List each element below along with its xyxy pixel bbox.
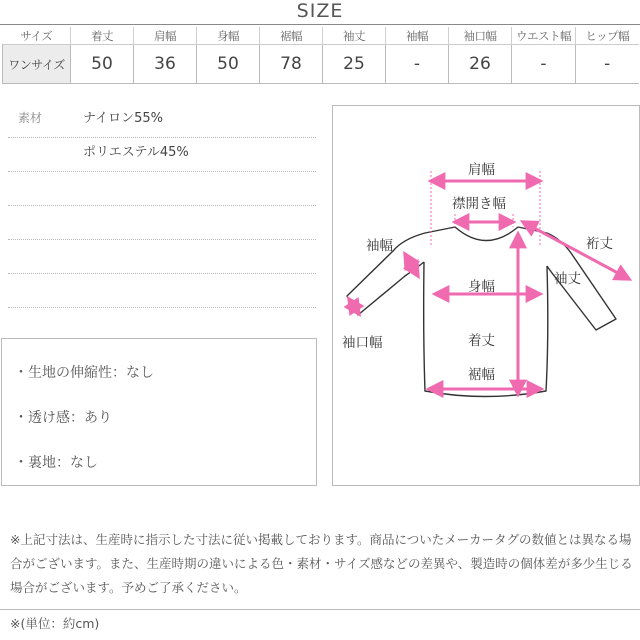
header-hip-width: ヒップ幅 <box>576 27 639 45</box>
property-lining: ・裏地：なし <box>14 455 98 471</box>
measurement-diagram <box>332 105 640 486</box>
size-table-header-row <box>3 27 639 45</box>
header-sleeve-width: 袖幅 <box>386 27 449 45</box>
material-row-3 <box>8 171 316 206</box>
row-size-name: ワンサイズ <box>3 45 71 84</box>
header-shoulder-width: 肩幅 <box>134 27 197 45</box>
size-table-row <box>3 45 639 84</box>
header-sleeve-length: 袖丈 <box>323 27 386 45</box>
cell-body-width: 50 <box>197 45 260 84</box>
material-row-4 <box>8 205 316 240</box>
property-sheerness: ・透け感：あり <box>14 410 112 426</box>
label-yuki: 裄丈 <box>586 236 613 252</box>
unit-divider <box>0 609 640 610</box>
material-value-2: ポリエステル45% <box>83 145 189 160</box>
cell-sleeve-length: 25 <box>323 45 386 84</box>
disclaimer-notes: ※上記寸法は、生産時に指示した寸法に従い掲載しております。商品についたメーカータグの数値とは異なる場合がございます。また、生産時期の違いによる色・素材・サイズ感などの差異や、製造時の個体差が多少生じる場合がございます。予めご了承ください。 <box>10 532 633 595</box>
label-body-width: 身幅 <box>468 279 495 295</box>
header-waist-width: ウエスト幅 <box>512 27 576 45</box>
material-row-1 <box>8 103 316 138</box>
header-size: サイズ <box>20 28 53 43</box>
cell-length: 50 <box>71 45 134 84</box>
header-cuff-width: 袖口幅 <box>449 27 512 45</box>
label-length: 着丈 <box>468 333 495 349</box>
label-cuff-width: 袖口幅 <box>342 335 383 351</box>
material-row-2 <box>8 137 316 172</box>
material-row-5 <box>8 239 316 274</box>
cell-hip-width: - <box>576 45 639 84</box>
size-title: SIZE <box>296 0 344 22</box>
label-neck-width: 襟開き幅 <box>452 196 506 212</box>
unit-note: ※(単位：約cm) <box>10 616 100 631</box>
material-label: 素材 <box>18 111 43 125</box>
title-divider <box>0 24 640 25</box>
cell-waist-width: - <box>512 45 576 84</box>
material-row-6 <box>8 273 316 308</box>
material-value-1: ナイロン55% <box>83 111 163 126</box>
header-body-width: 身幅 <box>197 27 260 45</box>
fabric-properties-box <box>1 338 317 486</box>
header-length: 着丈 <box>71 27 134 45</box>
header-hem-width: 裾幅 <box>260 27 323 45</box>
cell-cuff-width: 26 <box>449 45 512 84</box>
label-sleeve-width: 袖幅 <box>366 238 393 254</box>
label-shoulder-width: 肩幅 <box>468 162 495 178</box>
label-sleeve-length: 袖丈 <box>554 271 581 287</box>
label-hem-width: 裾幅 <box>468 367 495 383</box>
cell-sleeve-width: - <box>386 45 449 84</box>
cell-hem-width: 78 <box>260 45 323 84</box>
size-table <box>2 27 639 84</box>
cell-shoulder-width: 36 <box>134 45 197 84</box>
property-stretch: ・生地の伸縮性：なし <box>14 365 154 381</box>
